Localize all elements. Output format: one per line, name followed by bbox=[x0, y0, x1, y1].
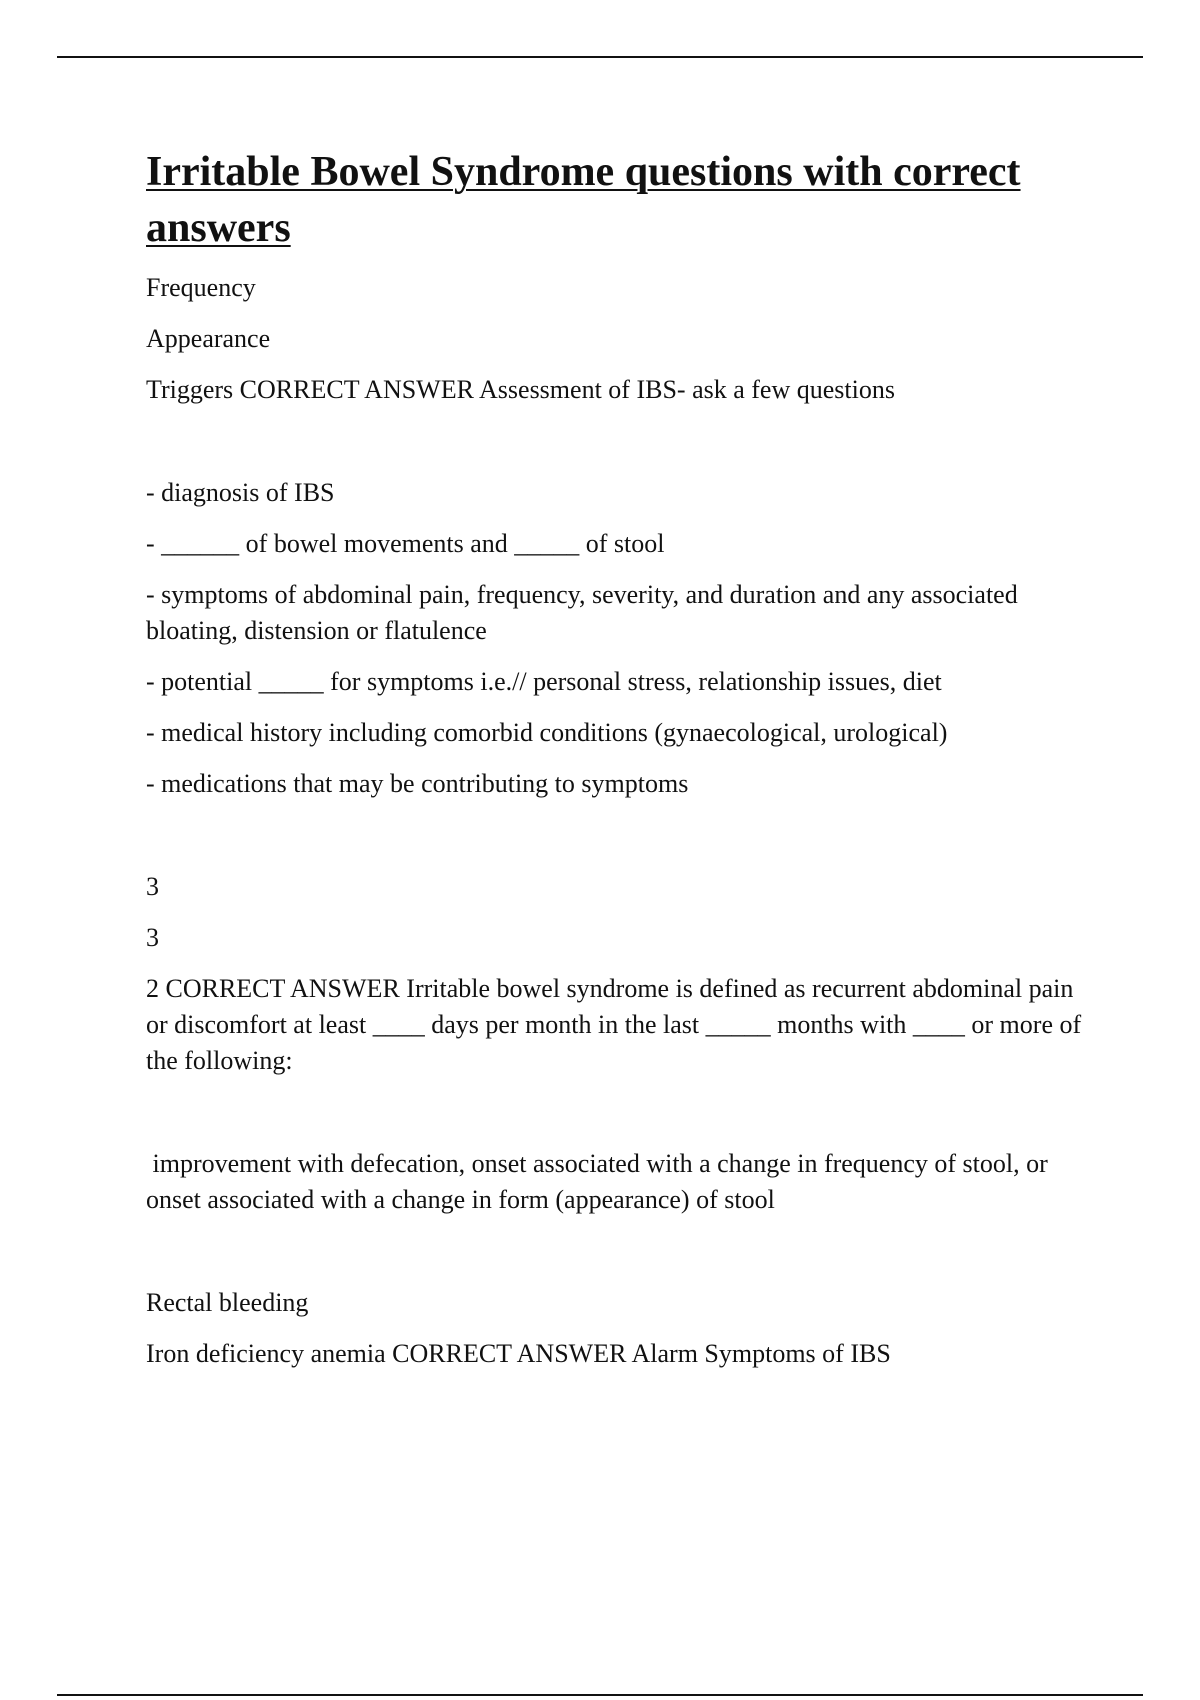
paragraph: - potential _____ for symptoms i.e.// personal stress, relationship issues, diet bbox=[146, 667, 942, 696]
paragraph: improvement with defecation, onset associated with a change in frequency of stool, or onset associated with a change in form (appearance) of stool bbox=[146, 1149, 1055, 1214]
paragraph: - medical history including comorbid conditions (gynaecological, urological) bbox=[146, 718, 948, 747]
paragraph: - medications that may be contributing to symptoms bbox=[146, 769, 689, 798]
spacer bbox=[146, 817, 1086, 869]
spacer bbox=[146, 423, 1086, 475]
paragraph: 2 CORRECT ANSWER Irritable bowel syndrome is defined as recurrent abdominal pain or discomfort at least ____ days per month in the last _____ months with ____ or more of the following: bbox=[146, 974, 1088, 1075]
spacer bbox=[146, 1233, 1086, 1285]
paragraph: 3 bbox=[146, 923, 159, 952]
bottom-divider bbox=[57, 1694, 1143, 1696]
paragraph: - ______ of bowel movements and _____ of stool bbox=[146, 529, 665, 558]
paragraph: 3 bbox=[146, 872, 159, 901]
paragraph: - diagnosis of IBS bbox=[146, 478, 335, 507]
top-divider bbox=[57, 56, 1143, 58]
paragraph: Rectal bleeding bbox=[146, 1288, 309, 1317]
paragraph: Appearance bbox=[146, 324, 271, 353]
paragraph: Triggers CORRECT ANSWER Assessment of IBS- ask a few questions bbox=[146, 375, 895, 404]
document-title: Irritable Bowel Syndrome questions with correct answers bbox=[146, 149, 1021, 251]
spacer bbox=[146, 1094, 1086, 1146]
document-body bbox=[146, 144, 1086, 1387]
paragraph: Frequency bbox=[146, 273, 256, 302]
paragraph: Iron deficiency anemia CORRECT ANSWER Alarm Symptoms of IBS bbox=[146, 1339, 891, 1368]
paragraph: - symptoms of abdominal pain, frequency, severity, and duration and any associated bloating, distension or flatulence bbox=[146, 580, 1025, 645]
